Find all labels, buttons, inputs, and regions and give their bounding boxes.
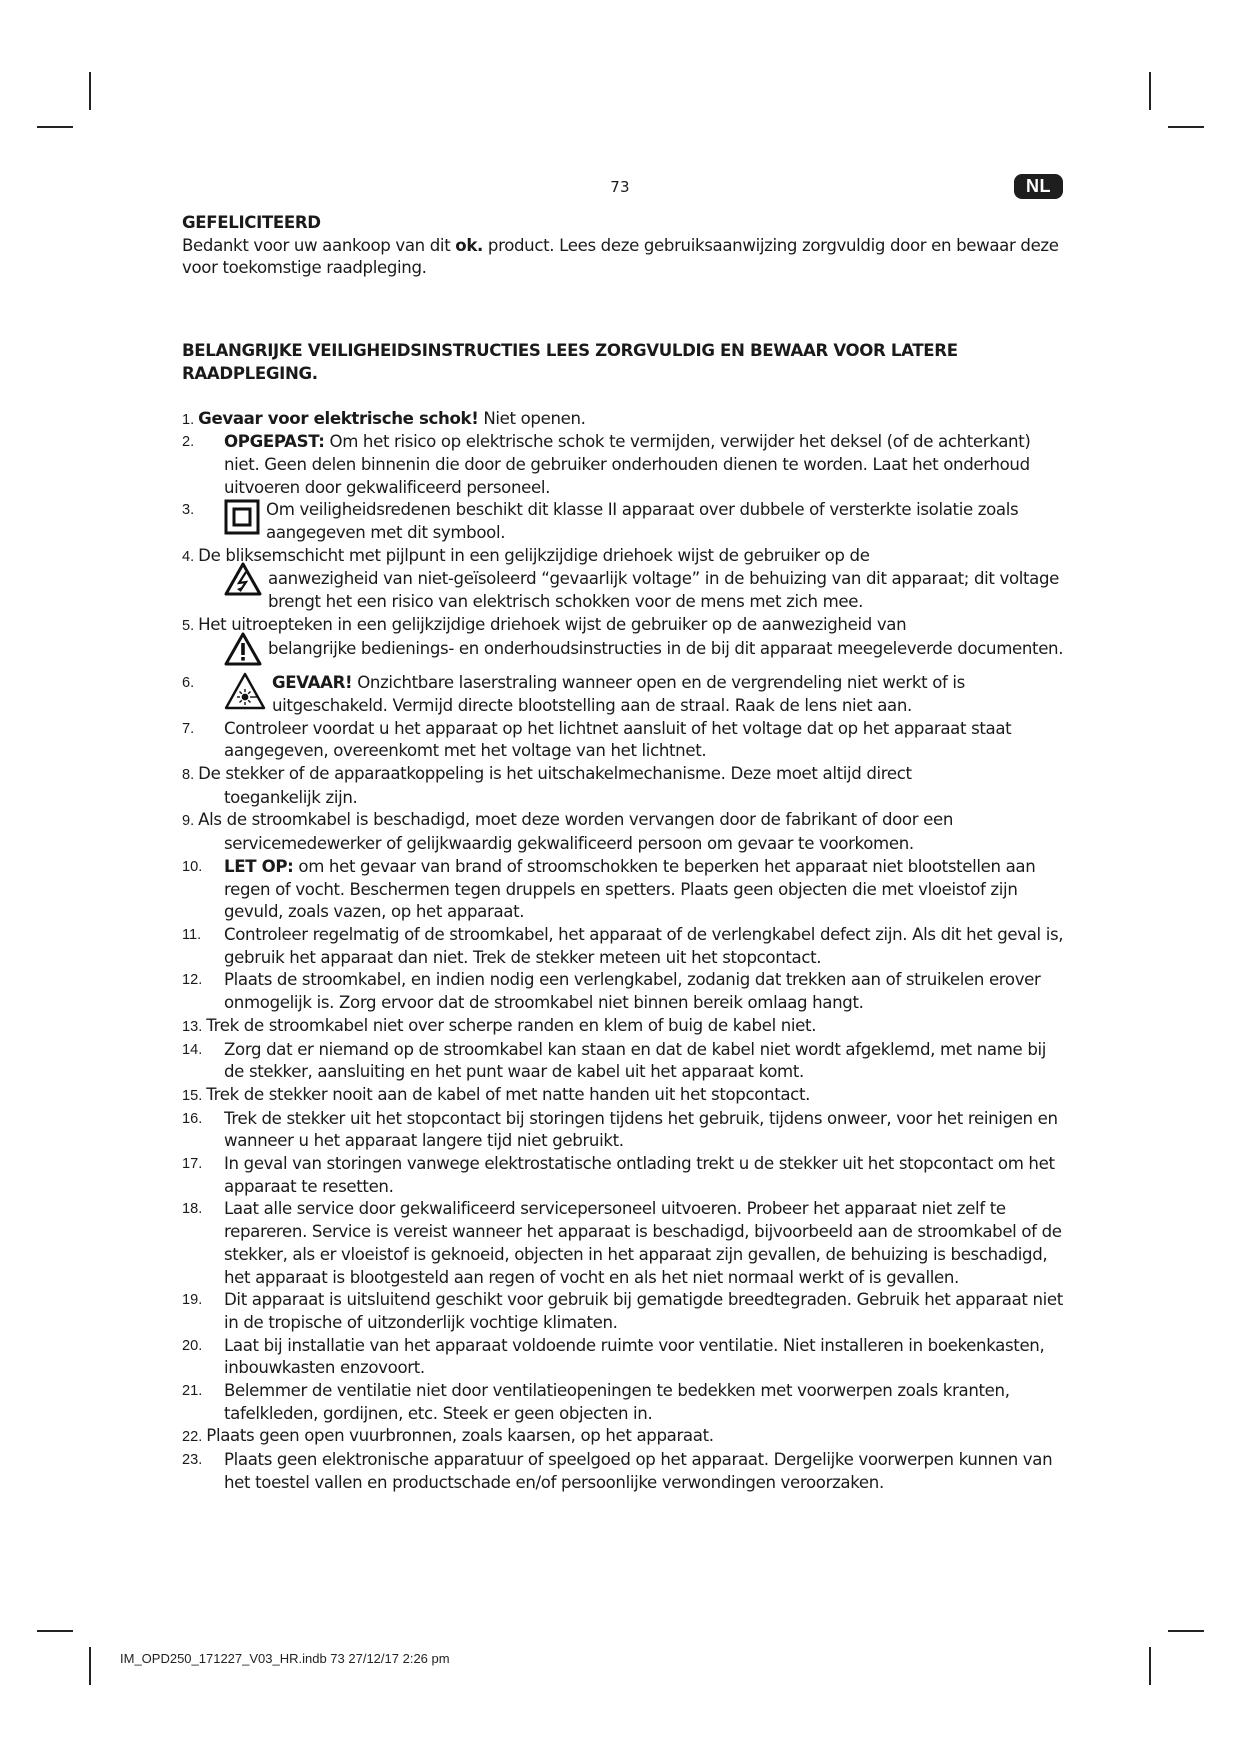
- item-number: 2.: [182, 434, 195, 451]
- item-text-first-line: Trek de stekker nooit aan de kabel of met natte handen uit het stopcontact.: [206, 1084, 811, 1104]
- item-text: Controleer voordat u het apparaat op het lichtnet aansluit of het voltage dat op het apparaat staat aangegeven, overeenkomt met het voltage van het lichtnet.: [224, 718, 1012, 761]
- crop-mark: [1149, 72, 1151, 110]
- crop-mark: [1168, 126, 1204, 128]
- list-item: [182, 545, 1064, 614]
- list-item: [182, 718, 1064, 763]
- item-number: 23.: [182, 1452, 203, 1469]
- list-item: [182, 1335, 1064, 1380]
- list-item: [182, 431, 1064, 499]
- list-item: [182, 1425, 1064, 1449]
- item-number: 4.: [182, 548, 195, 565]
- list-item: [182, 924, 1064, 969]
- item-text-first-line: Plaats geen open vuurbronnen, zoals kaarsen, op het apparaat.: [206, 1426, 714, 1446]
- item-number: 7.: [182, 720, 195, 737]
- item-number: 12.: [182, 972, 203, 989]
- intro-text: [182, 235, 1064, 280]
- list-item: [182, 809, 1064, 855]
- list-item: [182, 1015, 1064, 1039]
- item-text: In geval van storingen vanwege elektrostatische ontlading trekt u de stekker uit het stopcontact om het apparaat te resetten.: [224, 1154, 1055, 1196]
- item-text: Plaats geen elektronische apparatuur of speelgoed op het apparaat. Dergelijke voorwerpen kunnen van het toestel vallen en productschade en/of persoonlijke verwondingen veroorzaken.: [224, 1450, 1053, 1492]
- list-item: [182, 614, 1064, 672]
- item-number: 1.: [182, 411, 195, 428]
- print-slug: IM_OPD250_171227_V03_HR.indb 73 27/12/17 2:26 pm: [120, 1651, 450, 1666]
- item-text-first-line: De stekker of de apparaatkoppeling is het uitschakelmechanisme. Deze moet altijd direct: [198, 764, 912, 784]
- item-number: 9.: [182, 813, 195, 830]
- item-text: om het gevaar van brand of stroomschokken te beperken het apparaat niet blootstellen aan regen of vocht. Beschermen tegen druppels en spetters. Plaats geen objecten die met vloeistof zijn gevuld, zoals vazen, op het apparaat.: [224, 856, 1036, 922]
- item-text-continued: aanwezigheid van niet-geïsoleerd “gevaarlijk voltage” in de behuizing van dit apparaat; dit voltage brengt het een risico van elektrisch schokken voor de mens met zich mee.: [268, 569, 1060, 612]
- item-number: 16.: [182, 1110, 203, 1127]
- item-text: Om het risico op elektrische schok te vermijden, verwijder het deksel (of de achterkant) niet. Geen delen binnenin die door de gebruiker onderhouden dienen te worden. Laat het onderhoud uitvoeren door gekwalificeerd personeel.: [224, 432, 1031, 497]
- item-number: 20.: [182, 1337, 203, 1354]
- item-text-first-line: De bliksemschicht met pijlpunt in een gelijkzijdige driehoek wijst de gebruiker op de: [198, 545, 870, 565]
- item-text: Trek de stekker uit het stopcontact bij storingen tijdens het gebruik, tijdens onweer, voor het reinigen en wanneer u het apparaat langere tijd niet gebruikt.: [224, 1108, 1058, 1151]
- language-badge: NL: [1014, 174, 1063, 199]
- item-lead: GEVAAR!: [272, 673, 353, 693]
- laser-warning-icon: [224, 672, 266, 717]
- crop-mark: [1168, 1630, 1204, 1632]
- list-item: [182, 1039, 1064, 1084]
- list-item: [182, 1084, 1064, 1108]
- crop-mark: [37, 126, 73, 128]
- item-number: 8.: [182, 767, 195, 784]
- list-item: [182, 1289, 1064, 1334]
- intro-heading: GEFELICITEERD: [182, 213, 321, 232]
- item-number: 21.: [182, 1383, 203, 1400]
- item-text-first-line: Trek de stroomkabel niet over scherpe randen en klem of buig de kabel niet.: [206, 1015, 817, 1035]
- item-number: 10.: [182, 858, 203, 875]
- intro-section: [182, 212, 1064, 280]
- item-text: Laat alle service door gekwalificeerd servicepersoneel uitvoeren. Probeer het apparaat niet zelf te repareren. Service is vereist wanneer het apparaat is beschadigd, bijvoorbeeld aan de stroomkabel of de stekker, als er vloeistof is geknoeid, objecten in het apparaat zijn gevallen, de behuizing is beschadigd, het apparaat is blootgesteld aan regen of vocht en als het niet normaal werkt of is gevallen.: [224, 1199, 1062, 1287]
- item-text-continued: belangrijke bedienings- en onderhoudsinstructies in de bij dit apparaat meegeleverde documenten.: [268, 638, 1064, 658]
- safety-instructions-list: [182, 408, 1064, 1495]
- item-text-first-line: Het uitroepteken in een gelijkzijdige driehoek wijst de gebruiker op de aanwezigheid van: [198, 614, 907, 634]
- item-number: 14.: [182, 1041, 203, 1058]
- lightning-warning-icon: [224, 562, 262, 603]
- list-item: [182, 1153, 1064, 1198]
- item-number: 3.: [182, 502, 195, 519]
- list-item: [182, 672, 1064, 717]
- item-text: Dit apparaat is uitsluitend geschikt voor gebruik bij gematigde breedtegraden. Gebruik het apparaat niet in de tropische of uitzonderlijk vochtige klimaten.: [224, 1290, 1063, 1332]
- list-item: [182, 1449, 1064, 1494]
- list-item: [182, 499, 1064, 544]
- double-insulation-icon: [224, 499, 260, 542]
- list-item: [182, 763, 1064, 809]
- item-number: 17.: [182, 1156, 203, 1173]
- item-text-first-line: Als de stroomkabel is beschadigd, moet deze worden vervangen door de fabrikant of door een: [198, 810, 954, 830]
- item-text-continued: toegankelijk zijn.: [224, 787, 358, 807]
- item-text-continued: servicemedewerker of gelijkwaardig gekwalificeerd persoon om gevaar te voorkomen.: [224, 834, 914, 854]
- item-text: Controleer regelmatig of de stroomkabel, het apparaat of de verlengkabel defect zijn. Als dit het geval is, gebruik het apparaat dan niet. Trek de stekker meteen uit het stopcontact.: [224, 924, 1064, 967]
- brand-name: ok.: [455, 235, 483, 255]
- item-number: 6.: [182, 675, 195, 692]
- item-text: Belemmer de ventilatie niet door ventilatieopeningen te bedekken met voorwerpen zoals kranten, tafelkleden, gordijnen, etc. Steek er geen objecten in.: [224, 1381, 1010, 1423]
- item-lead: Gevaar voor elektrische schok!: [198, 408, 479, 428]
- item-number: 18.: [182, 1201, 203, 1218]
- crop-mark: [37, 1630, 73, 1632]
- item-number: 13.: [182, 1018, 203, 1035]
- intro-text-after: product. Lees deze gebruiksaanwijzing zorgvuldig door en bewaar deze voor toekomstige raadpleging.: [182, 235, 1059, 278]
- document-body: [182, 212, 1064, 1495]
- exclamation-warning-icon: [224, 632, 262, 673]
- item-lead: LET OP:: [224, 856, 294, 876]
- item-text: Onzichtbare laserstraling wanneer open en de vergrendeling niet werkt of is uitgeschakeld. Vermijd directe blootstelling aan de straal. Raak de lens niet aan.: [272, 673, 965, 715]
- item-text: Niet openen.: [478, 408, 586, 428]
- intro-text-before: Bedankt voor uw aankoop van dit: [182, 235, 456, 255]
- item-number: 19.: [182, 1292, 203, 1309]
- list-item: [182, 1380, 1064, 1425]
- safety-title: BELANGRIJKE VEILIGHEIDSINSTRUCTIES LEES ZORGVULDIG EN BEWAAR VOOR LATERE RAADPLEGING.: [182, 341, 958, 383]
- item-text: Plaats de stroomkabel, en indien nodig een verlengkabel, zodanig dat trekken aan of struikelen erover onmogelijk is. Zorg ervoor dat de stroomkabel niet binnen bereik omlaag hangt.: [224, 970, 1041, 1013]
- crop-mark: [89, 72, 91, 110]
- list-item: [182, 408, 1064, 432]
- item-lead: OPGEPAST:: [224, 432, 325, 452]
- item-number: 22.: [182, 1429, 203, 1446]
- item-number: 11.: [182, 926, 202, 943]
- list-item: [182, 1198, 1064, 1289]
- list-item: [182, 856, 1064, 924]
- item-number: 15.: [182, 1087, 203, 1104]
- item-text: Zorg dat er niemand op de stroomkabel kan staan en dat de kabel niet wordt afgeklemd, met name bij de stekker, aansluiting en het punt waar de kabel uit het apparaat komt.: [224, 1039, 1047, 1082]
- crop-mark: [89, 1647, 91, 1685]
- crop-mark: [1149, 1647, 1151, 1685]
- item-text: Om veiligheidsredenen beschikt dit klasse II apparaat over dubbele of versterkte isolatie zoals aangegeven met dit symbool.: [266, 500, 1019, 543]
- page-number: 73: [610, 178, 630, 196]
- list-item: [182, 1108, 1064, 1153]
- list-item: [182, 969, 1064, 1014]
- item-number: 5.: [182, 617, 195, 634]
- item-text: Laat bij installatie van het apparaat voldoende ruimte voor ventilatie. Niet installeren in boekenkasten, inbouwkasten enzovoort.: [224, 1335, 1045, 1378]
